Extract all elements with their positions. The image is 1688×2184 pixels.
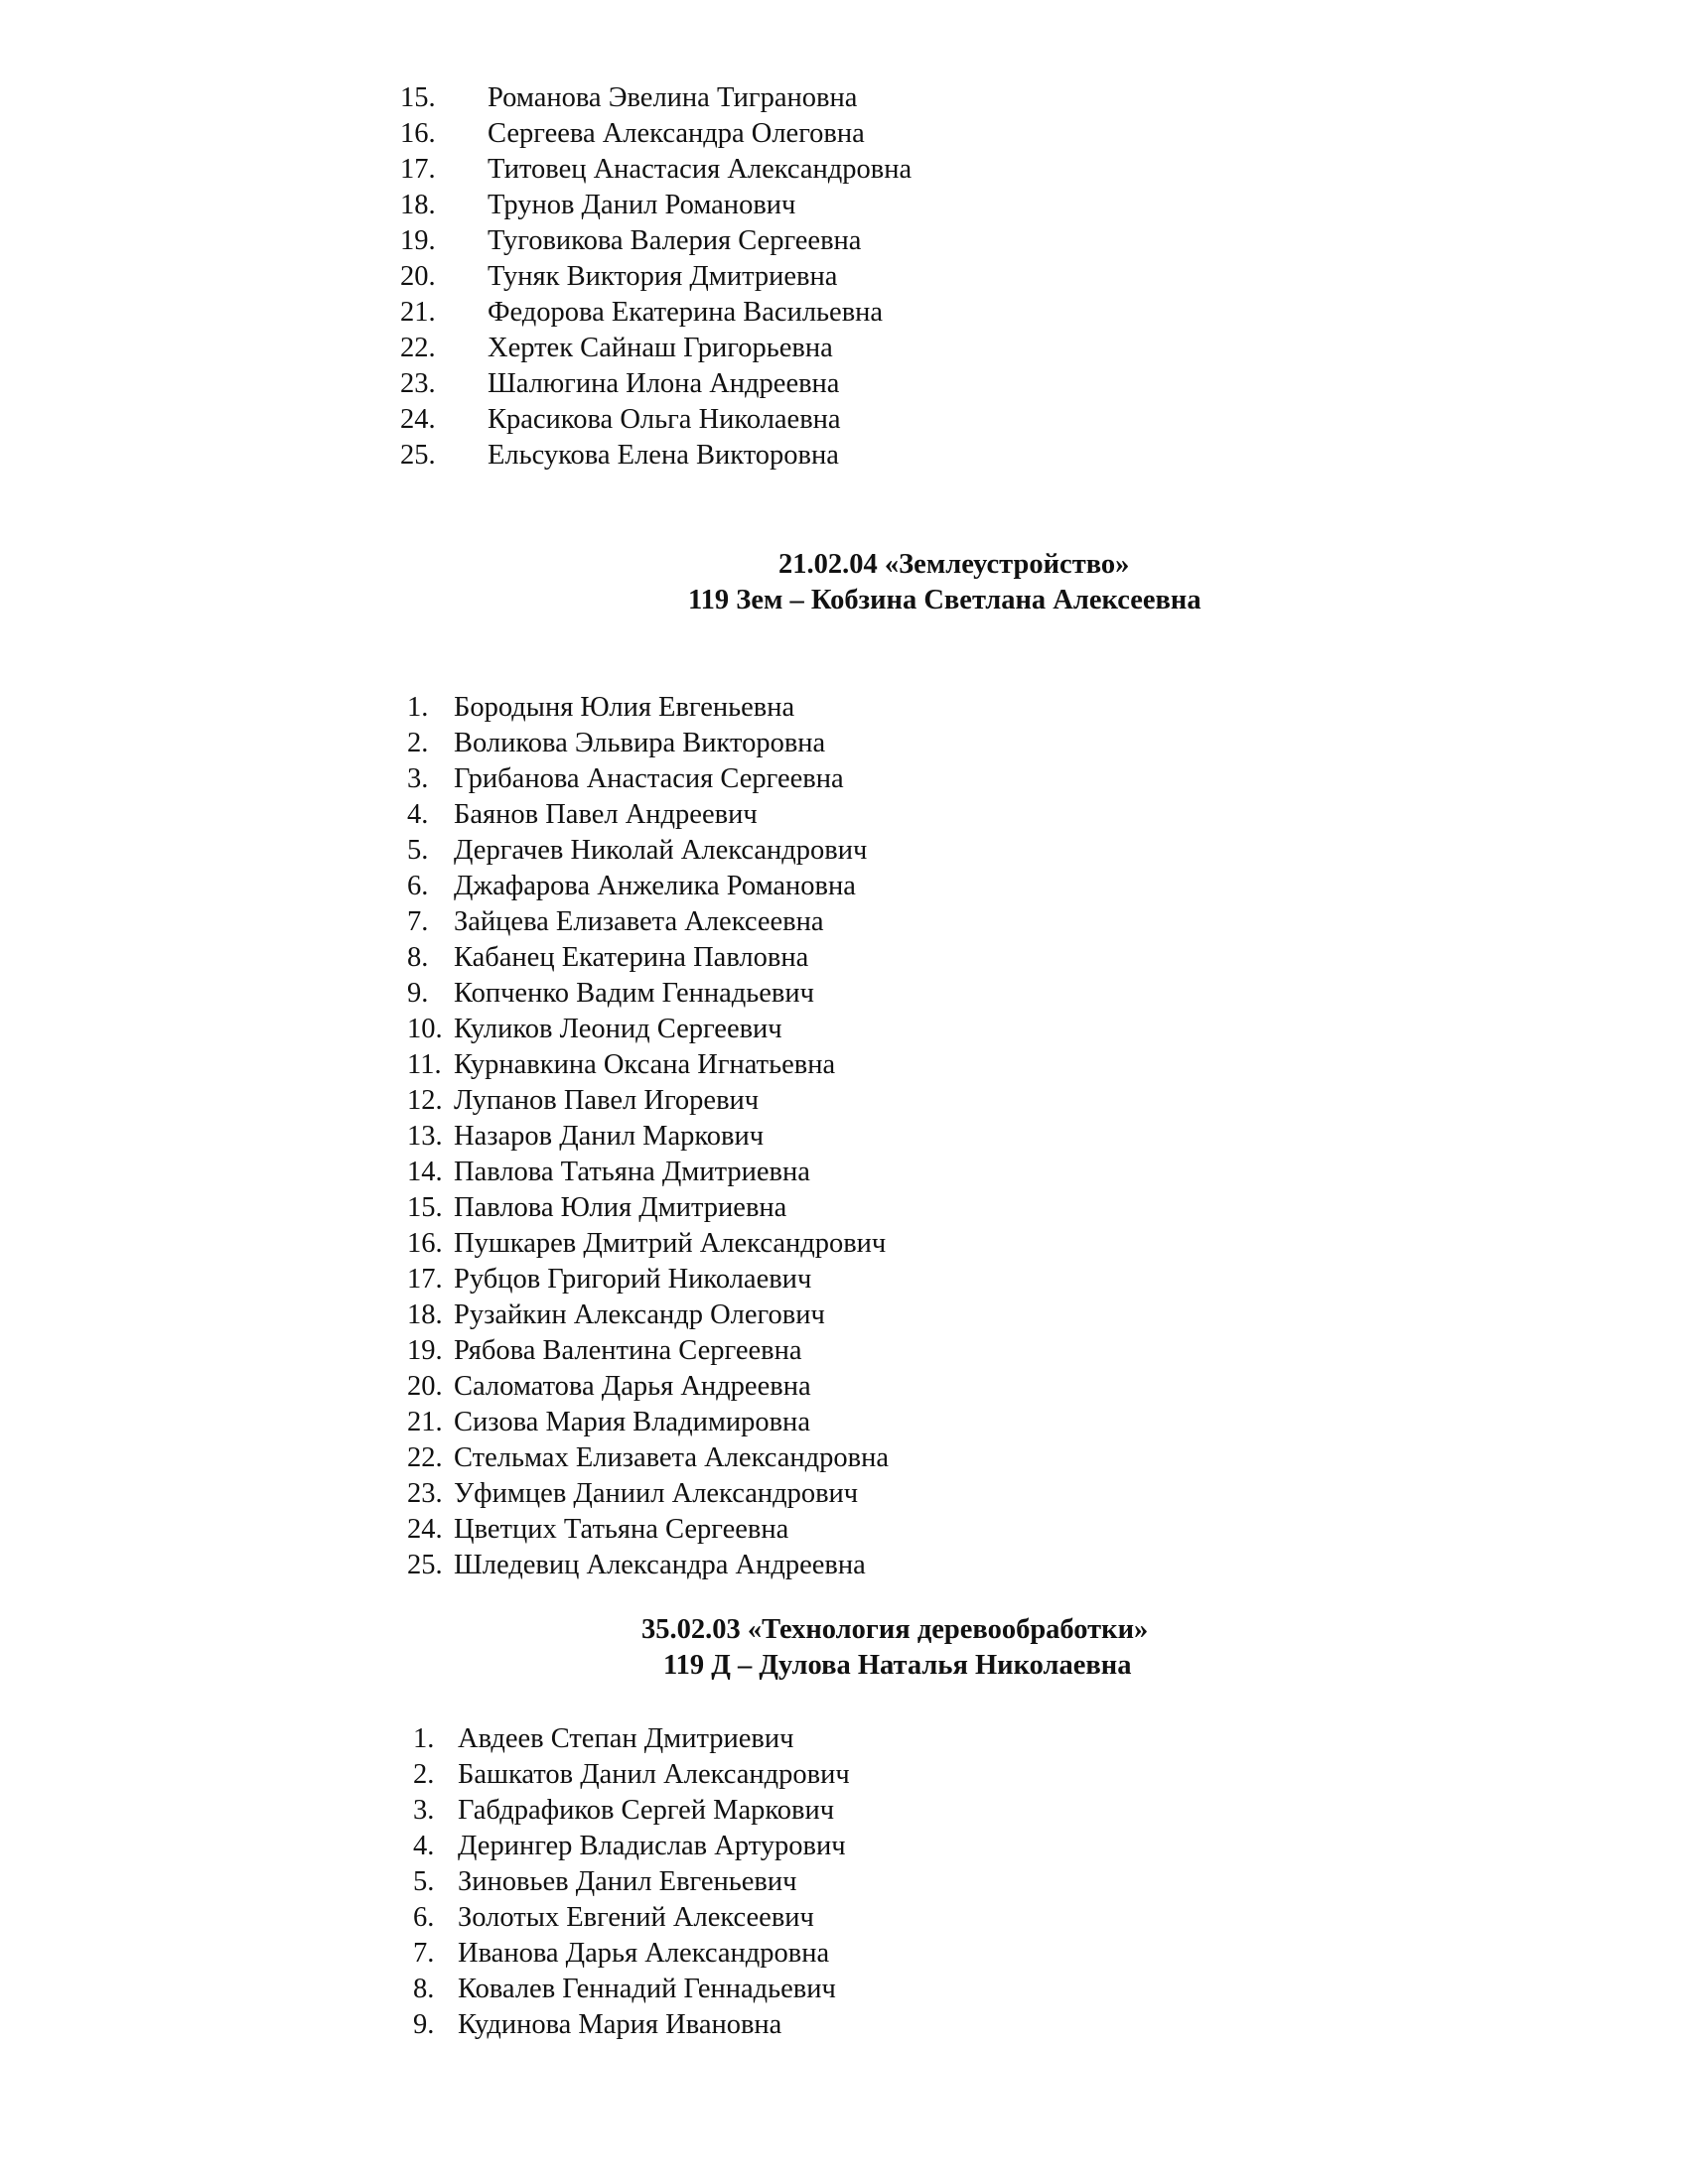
student-name: Шледевиц Александра Андреевна — [454, 1550, 866, 1580]
student-name: Романова Эвелина Тиграновна — [488, 82, 858, 113]
student-name: Сергеева Александра Олеговна — [488, 118, 865, 149]
item-number: 17. — [400, 154, 436, 185]
item-number: 5. — [413, 1866, 435, 1897]
list-item — [407, 761, 889, 797]
list-item — [407, 1047, 889, 1083]
item-number: 21. — [400, 297, 436, 328]
student-name: Авдеев Степан Дмитриевич — [458, 1723, 794, 1754]
item-number: 25. — [407, 1550, 443, 1580]
student-name: Сизова Мария Владимировна — [454, 1407, 810, 1437]
list-item — [400, 402, 912, 438]
list-item — [413, 2007, 850, 2043]
list-item — [407, 1190, 889, 1226]
item-number: 5. — [407, 835, 429, 866]
item-number: 4. — [413, 1831, 435, 1861]
student-name: Туняк Виктория Дмитриевна — [488, 261, 838, 292]
list-item — [413, 1900, 850, 1936]
item-number: 7. — [413, 1938, 435, 1969]
student-name: Габдрафиков Сергей Маркович — [458, 1795, 835, 1826]
list-item — [407, 940, 889, 976]
student-name: Джафарова Анжелика Романовна — [454, 871, 856, 901]
list-item — [407, 797, 889, 833]
student-name: Рябова Валентина Сергеевна — [454, 1335, 802, 1366]
item-number: 9. — [407, 978, 429, 1009]
item-number: 22. — [407, 1442, 443, 1473]
student-name: Пушкарев Дмитрий Александрович — [454, 1228, 887, 1259]
list-item — [407, 1548, 889, 1583]
item-number: 12. — [407, 1085, 443, 1116]
list-item — [413, 1757, 850, 1793]
student-name: Шалюгина Илона Андреевна — [488, 368, 840, 399]
item-number: 8. — [407, 942, 429, 973]
student-name: Кудинова Мария Ивановна — [458, 2009, 782, 2040]
student-name: Ковалев Геннадий Геннадьевич — [458, 1974, 836, 2004]
item-number: 23. — [407, 1478, 443, 1509]
student-name: Лупанов Павел Игоревич — [454, 1085, 760, 1116]
item-number: 18. — [407, 1299, 443, 1330]
item-number: 18. — [400, 190, 436, 220]
list-item — [400, 80, 912, 116]
student-name: Титовец Анастасия Александровна — [488, 154, 913, 185]
item-number: 6. — [413, 1902, 435, 1933]
list-item — [407, 726, 889, 761]
item-number: 1. — [413, 1723, 435, 1754]
student-name: Трунов Данил Романович — [488, 190, 796, 220]
student-name: Бородыня Юлия Евгеньевна — [454, 692, 795, 723]
student-list-continued — [400, 80, 912, 474]
item-number: 20. — [400, 261, 436, 292]
student-name: Баянов Павел Андреевич — [454, 799, 758, 830]
list-item — [407, 1119, 889, 1155]
student-name: Иванова Дарья Александровна — [458, 1938, 830, 1969]
list-item — [407, 1226, 889, 1262]
group-title: 119 Д – Дулова Наталья Николаевна — [663, 1650, 1132, 1681]
student-name: Дерингер Владислав Артурович — [458, 1831, 846, 1861]
list-item — [407, 1297, 889, 1333]
list-item — [407, 1440, 889, 1476]
student-name: Цветцих Татьяна Сергеевна — [454, 1514, 789, 1545]
item-number: 3. — [407, 763, 429, 794]
list-item — [407, 869, 889, 904]
specialty-title: 21.02.04 «Землеустройство» — [778, 549, 1130, 580]
student-name: Федорова Екатерина Васильевна — [488, 297, 884, 328]
list-item — [407, 1333, 889, 1369]
list-item — [413, 1936, 850, 1972]
student-name: Золотых Евгений Алексеевич — [458, 1902, 814, 1933]
student-name: Воликова Эльвира Викторовна — [454, 728, 826, 758]
list-item — [413, 1793, 850, 1829]
student-list-zem — [407, 690, 889, 1583]
item-number: 20. — [407, 1371, 443, 1402]
list-item — [413, 1972, 850, 2007]
student-name: Красикова Ольга Николаевна — [488, 404, 841, 435]
student-name: Дергачев Николай Александрович — [454, 835, 868, 866]
item-number: 16. — [407, 1228, 443, 1259]
list-item — [400, 223, 912, 259]
student-name: Павлова Татьяна Дмитриевна — [454, 1157, 810, 1187]
item-number: 6. — [407, 871, 429, 901]
student-name: Назаров Данил Маркович — [454, 1121, 765, 1152]
list-item — [407, 690, 889, 726]
item-number: 16. — [400, 118, 436, 149]
student-name: Уфимцев Даниил Александрович — [454, 1478, 859, 1509]
student-name: Грибанова Анастасия Сергеевна — [454, 763, 844, 794]
student-name: Саломатова Дарья Андреевна — [454, 1371, 811, 1402]
item-number: 22. — [400, 333, 436, 363]
item-number: 17. — [407, 1264, 443, 1295]
student-list-wood — [413, 1721, 850, 2043]
item-number: 2. — [413, 1759, 435, 1790]
item-number: 7. — [407, 906, 429, 937]
student-name: Курнавкина Оксана Игнатьевна — [454, 1049, 836, 1080]
item-number: 14. — [407, 1157, 443, 1187]
item-number: 4. — [407, 799, 429, 830]
list-item — [407, 1369, 889, 1405]
item-number: 15. — [407, 1192, 443, 1223]
student-name: Ельсукова Елена Викторовна — [488, 440, 839, 471]
student-name: Башкатов Данил Александрович — [458, 1759, 850, 1790]
list-item — [413, 1829, 850, 1864]
list-item — [413, 1864, 850, 1900]
item-number: 24. — [400, 404, 436, 435]
item-number: 13. — [407, 1121, 443, 1152]
list-item — [400, 188, 912, 223]
item-number: 15. — [400, 82, 436, 113]
item-number: 10. — [407, 1014, 443, 1044]
group-title: 119 Зем – Кобзина Светлана Алексеевна — [688, 585, 1201, 615]
item-number: 21. — [407, 1407, 443, 1437]
list-item — [400, 295, 912, 331]
student-name: Стельмах Елизавета Александровна — [454, 1442, 889, 1473]
item-number: 19. — [400, 225, 436, 256]
item-number: 23. — [400, 368, 436, 399]
item-number: 8. — [413, 1974, 435, 2004]
item-number: 19. — [407, 1335, 443, 1366]
item-number: 25. — [400, 440, 436, 471]
list-item — [400, 152, 912, 188]
list-item — [407, 904, 889, 940]
student-name: Рубцов Григорий Николаевич — [454, 1264, 812, 1295]
list-item — [407, 1155, 889, 1190]
list-item — [413, 1721, 850, 1757]
student-name: Куликов Леонид Сергеевич — [454, 1014, 782, 1044]
item-number: 9. — [413, 2009, 435, 2040]
student-name: Рузайкин Александр Олегович — [454, 1299, 825, 1330]
list-item — [400, 331, 912, 366]
specialty-title: 35.02.03 «Технология деревообработки» — [641, 1614, 1149, 1645]
list-item — [407, 833, 889, 869]
list-item — [407, 1083, 889, 1119]
student-name: Хертек Сайнаш Григорьевна — [488, 333, 833, 363]
list-item — [407, 1262, 889, 1297]
list-item — [407, 1405, 889, 1440]
item-number: 3. — [413, 1795, 435, 1826]
student-name: Павлова Юлия Дмитриевна — [454, 1192, 787, 1223]
item-number: 24. — [407, 1514, 443, 1545]
list-item — [400, 366, 912, 402]
item-number: 2. — [407, 728, 429, 758]
student-name: Туговикова Валерия Сергеевна — [488, 225, 862, 256]
list-item — [407, 1476, 889, 1512]
student-name: Зайцева Елизавета Алексеевна — [454, 906, 824, 937]
student-name: Зиновьев Данил Евгеньевич — [458, 1866, 797, 1897]
item-number: 11. — [407, 1049, 442, 1080]
student-name: Копченко Вадим Геннадьевич — [454, 978, 814, 1009]
student-name: Кабанец Екатерина Павловна — [454, 942, 809, 973]
list-item — [400, 116, 912, 152]
list-item — [400, 259, 912, 295]
list-item — [407, 976, 889, 1012]
list-item — [407, 1012, 889, 1047]
list-item — [400, 438, 912, 474]
item-number: 1. — [407, 692, 429, 723]
list-item — [407, 1512, 889, 1548]
